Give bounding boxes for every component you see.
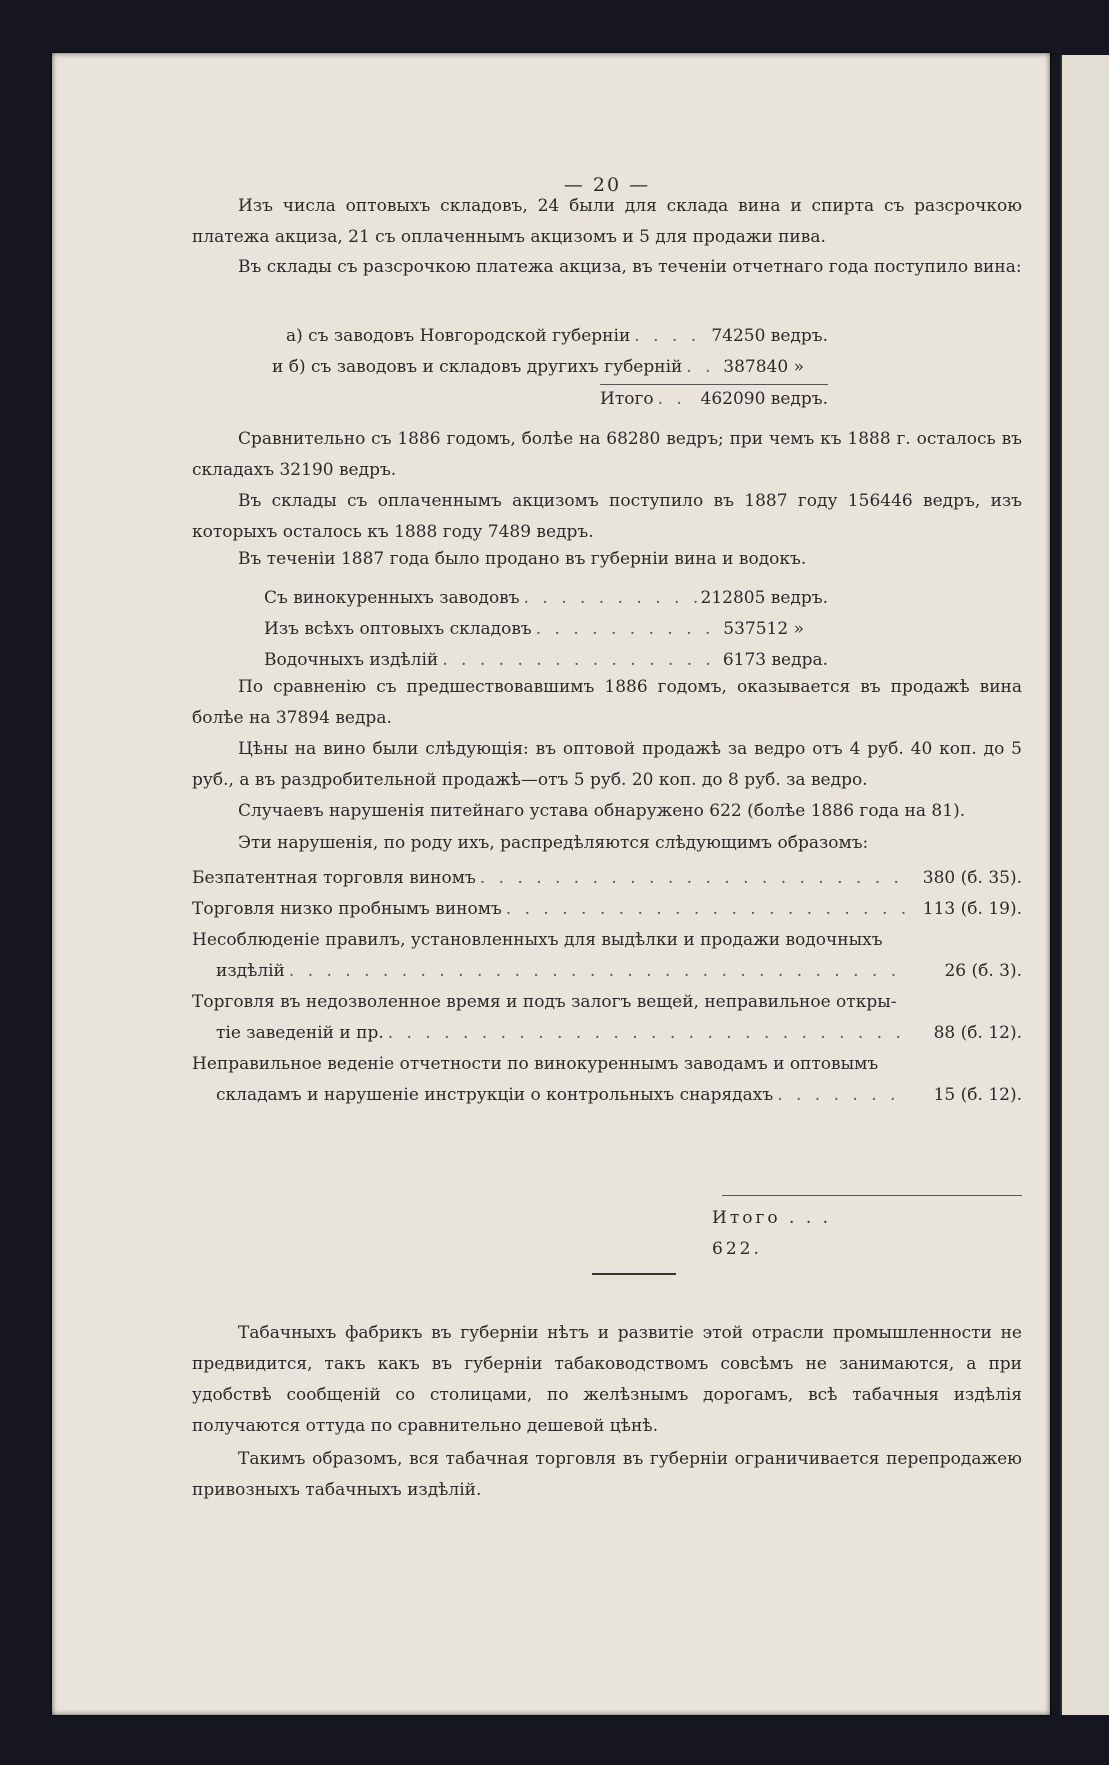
violation-row <box>192 1049 1022 1111</box>
page-number: — 20 — <box>563 174 651 196</box>
supply-total <box>600 384 828 415</box>
adjacent-page-edge <box>1060 55 1109 1715</box>
violation-row <box>192 894 1022 925</box>
paragraph-violations-intro <box>192 828 1022 859</box>
violation-label: Торговля низко пробнымъ виномъ <box>192 899 502 919</box>
total-label: Итого <box>600 389 654 409</box>
leader-dots <box>506 894 908 925</box>
leader-dots <box>480 863 908 894</box>
sales-label: Изъ всѣхъ оптовыхъ складовъ <box>264 619 532 639</box>
paragraph-tobacco-trade <box>192 1444 1022 1506</box>
violation-continuation <box>192 956 1022 987</box>
paragraph-text: Изъ числа оптовыхъ складовъ, 24 были для склада вина и спирта съ разсрочкою платежа акциза, 21 съ оплаченнымъ акцизомъ и 5 для продажи пива. <box>192 196 1022 247</box>
paragraph-text: Такимъ образомъ, вся табачная торговля въ губерніи ограничивается перепродажею привозныхъ табачныхъ издѣлій. <box>192 1449 1022 1500</box>
paragraph-text: Эти нарушенія, по роду ихъ, распредѣляются слѣдующимъ образомъ: <box>238 833 869 853</box>
violation-label-cont: складамъ и нарушеніе инструкціи о контрольныхъ снарядахъ <box>216 1085 774 1105</box>
sales-value: 6173 ведра. <box>722 650 828 670</box>
leader-dots <box>388 1018 908 1049</box>
paragraph-tobacco <box>192 1318 1022 1442</box>
violation-label: Торговля въ недозволенное время и подъ залогъ вещей, неправильное откры- <box>192 992 897 1012</box>
violation-row <box>192 863 1022 894</box>
supply-value: 74250 ведръ. <box>711 326 828 346</box>
violation-value: 15 (б. 12). <box>933 1085 1022 1105</box>
paragraph-comparison <box>192 424 1022 548</box>
violation-row <box>192 987 1022 1049</box>
sales-label: Съ винокуренныхъ заводовъ <box>264 588 520 608</box>
violation-label: Несоблюденіе правилъ, установленныхъ для выдѣлки и продажи водочныхъ <box>192 930 883 950</box>
paragraph-warehouses <box>192 191 1022 253</box>
violation-row <box>192 925 1022 987</box>
violation-label: Неправильное веденіе отчетности по винокуреннымъ заводамъ и оптовымъ <box>192 1054 879 1074</box>
sales-value: 212805 ведръ. <box>700 588 828 608</box>
leader-dots: . . . <box>789 1208 832 1228</box>
total-row <box>600 384 828 415</box>
paragraph-text: Въ склады съ оплаченнымъ акцизомъ поступило въ 1887 году 156446 ведръ, изъ которыхъ осталось къ 1888 году 7489 ведръ. <box>192 491 1022 542</box>
violations-total <box>712 1203 862 1265</box>
sales-row <box>264 583 828 614</box>
paragraph-prices <box>192 734 1022 796</box>
leader-dots <box>524 583 697 614</box>
leader-dots <box>536 614 720 645</box>
paragraph-text: Въ склады съ разсрочкою платежа акциза, въ теченіи отчетнаго года поступило вина: <box>238 257 1022 277</box>
section-divider <box>592 1273 676 1275</box>
supply-list <box>246 321 828 383</box>
violations-list <box>192 863 1022 1111</box>
violation-continuation <box>192 1080 1022 1111</box>
supply-row-a <box>246 321 828 352</box>
paragraph-text: Цѣны на вино были слѣдующія: въ оптовой продажѣ за ведро отъ 4 руб. 40 коп. до 5 руб., а въ раздробительной продажѣ—отъ 5 руб. 20 коп. до 8 руб. за ведро. <box>192 739 1022 790</box>
paragraph-text: Въ теченіи 1887 года было продано въ губерніи вина и водокъ. <box>238 549 807 569</box>
leader-dots <box>634 321 707 352</box>
paragraph-text: По сравненію съ предшествовавшимъ 1886 годомъ, оказывается въ продажѣ вина болѣе на 37894 ведра. <box>192 677 1022 728</box>
sales-list <box>264 583 828 676</box>
paragraph-sales-compare <box>192 672 1022 734</box>
sales-row <box>264 614 828 645</box>
paragraph-text: Случаевъ нарушенія питейнаго устава обнаружено 622 (болѣе 1886 года на 81). <box>238 801 966 821</box>
violation-label: Безпатентная торговля виномъ <box>192 868 476 888</box>
leader-dots <box>289 956 908 987</box>
violation-label-cont: издѣлій <box>216 961 285 981</box>
leader-dots <box>777 1080 908 1111</box>
supply-label: а) съ заводовъ Новгородской губерніи <box>286 326 631 346</box>
violation-label-cont: тіе заведеній и пр. <box>216 1023 384 1043</box>
total-label: Итого <box>712 1208 781 1228</box>
supply-label: и б) съ заводовъ и складовъ другихъ губерній <box>272 357 683 377</box>
paragraph-supply-intro <box>192 252 1022 283</box>
total-value: 622. <box>712 1239 762 1259</box>
supply-value: 387840 » <box>723 357 804 377</box>
paragraph-violations-count <box>192 796 1022 827</box>
violation-value: 380 (б. 35). <box>922 868 1022 888</box>
paragraph-text: Табачныхъ фабрикъ въ губерніи нѣтъ и развитіе этой отрасли промышленности не предвидится, такъ какъ въ губерніи табаководствомъ совсѣмъ не занимаются, а при удобствѣ сообщеній со столицами, по желѣзнымъ дорогамъ, всѣ табачныя издѣлія получаются оттуда по сравнительно дешевой цѣнѣ. <box>192 1323 1022 1436</box>
supply-row-b <box>246 352 828 383</box>
sales-value: 537512 » <box>723 619 804 639</box>
leader-dots <box>686 352 719 383</box>
sum-rule <box>722 1195 1022 1196</box>
sales-label: Водочныхъ издѣлій <box>264 650 439 670</box>
violation-value: 26 (б. 3). <box>944 961 1022 981</box>
leader-dots <box>658 384 697 415</box>
paragraph-text: Сравнительно съ 1886 годомъ, болѣе на 68280 ведръ; при чемъ къ 1888 г. осталось въ складахъ 32190 ведръ. <box>192 429 1022 480</box>
paragraph-sales-intro <box>192 544 1022 575</box>
violation-continuation <box>192 1018 1022 1049</box>
violation-value: 113 (б. 19). <box>922 899 1022 919</box>
violation-value: 88 (б. 12). <box>933 1023 1022 1043</box>
total-value: 462090 ведръ. <box>700 389 828 409</box>
